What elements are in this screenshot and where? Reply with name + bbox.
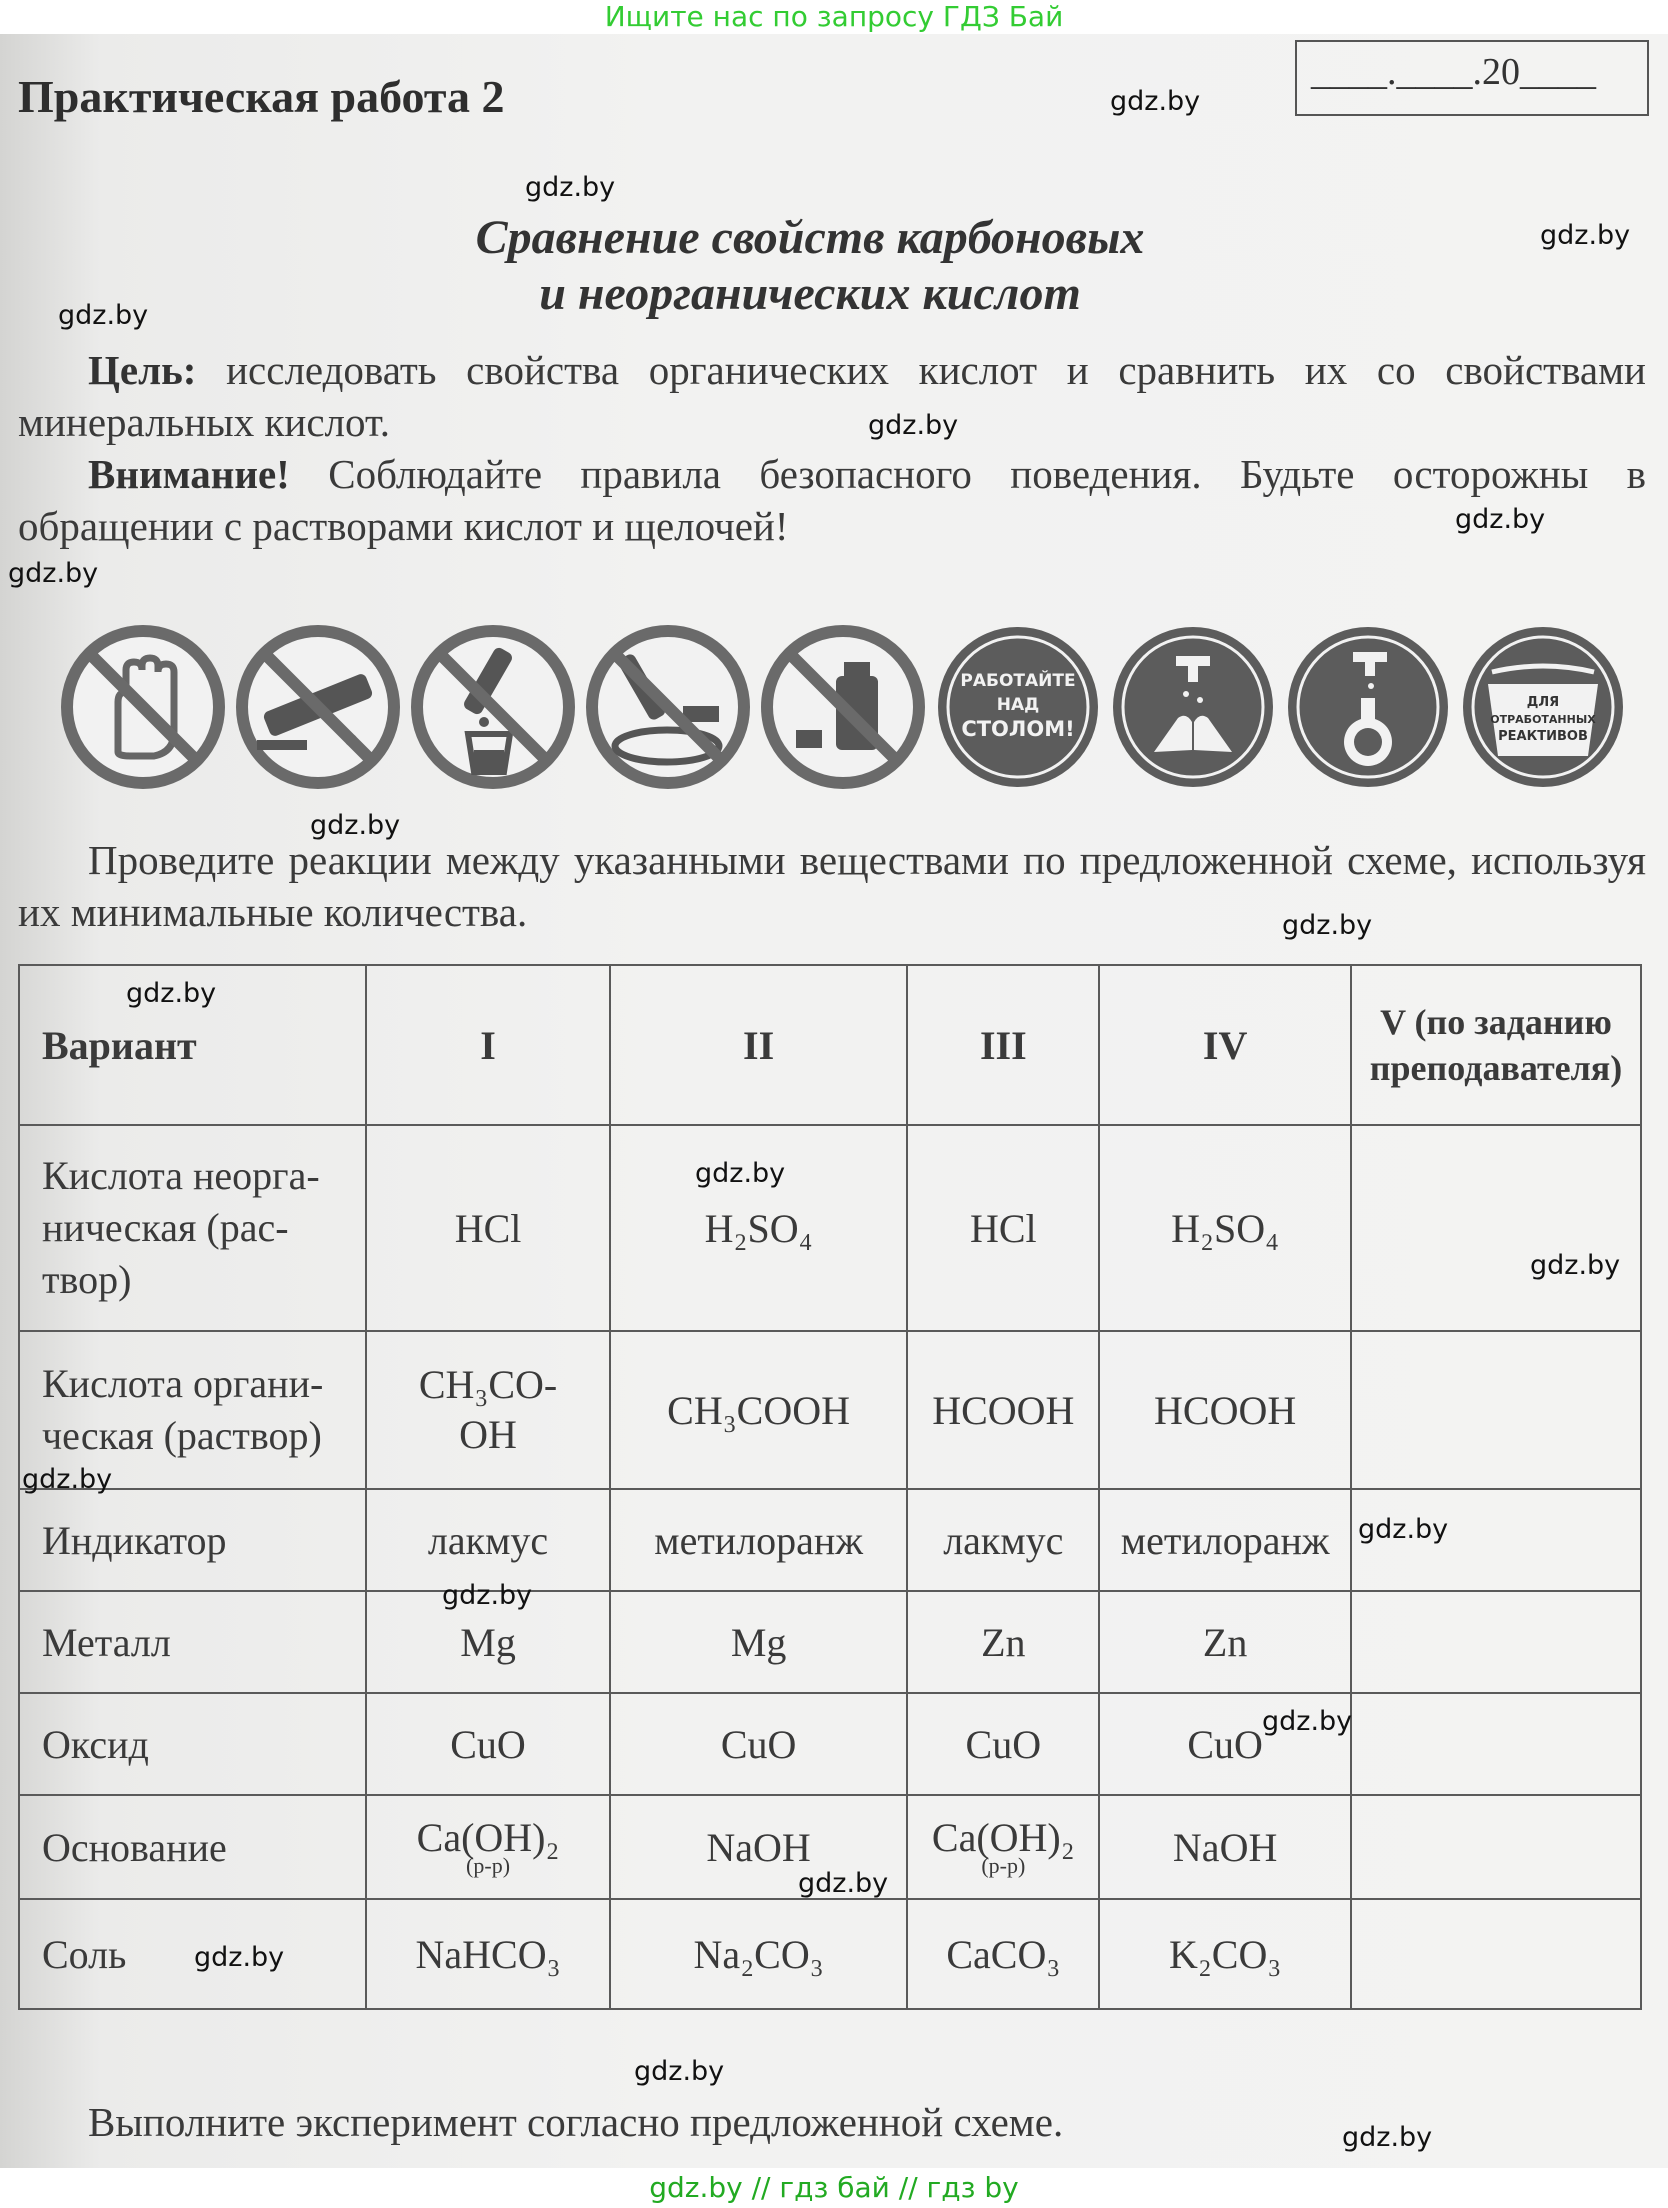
table-row — [19, 1331, 1641, 1489]
row-label-inorganic-acid — [19, 1125, 366, 1331]
inorganic-label-line-2: ническая (рас- — [42, 1205, 289, 1250]
header-variant-3: III — [907, 965, 1099, 1125]
cell: Mg — [366, 1591, 610, 1693]
row-label-metal: Металл — [19, 1591, 366, 1693]
used-reagents-sign — [1458, 622, 1628, 792]
watermark[interactable]: gdz.by — [1358, 1514, 1449, 1545]
cell — [907, 1795, 1099, 1899]
organic-label-line-2: ческая (раствор) — [42, 1413, 322, 1458]
safety-signs — [58, 622, 1618, 802]
cell-empty[interactable] — [1351, 1331, 1641, 1489]
watermark[interactable]: gdz.by — [798, 1868, 889, 1899]
sign2-text-line-2: ОТРАБОТАННЫХ — [1490, 713, 1596, 726]
row-label-indicator: Индикатор — [19, 1489, 366, 1591]
cell: HCOOH — [1099, 1331, 1351, 1489]
cell: HCl — [907, 1125, 1099, 1331]
cell: K₂CO₃ — [1099, 1899, 1351, 2009]
top-banner[interactable]: Ищите нас по запросу ГДЗ Бай — [0, 0, 1668, 34]
sign-text-line-2: НАД — [996, 695, 1040, 715]
base-v1-hint: (р-р) — [466, 1853, 511, 1878]
goal-text: исследовать свойства органических кислот и сравнить их со свойствами минеральных кислот. — [18, 347, 1646, 445]
watermark[interactable]: gdz.by — [22, 1464, 113, 1495]
cell: Zn — [1099, 1591, 1351, 1693]
cell — [366, 1795, 610, 1899]
header-variant-5 — [1351, 965, 1641, 1125]
header-variant-5-line-2: преподавателя) — [1369, 1048, 1623, 1088]
watermark[interactable]: gdz.by — [194, 1942, 285, 1973]
table-row — [19, 1591, 1641, 1693]
row-label-salt: Соль — [19, 1899, 366, 2009]
table-row — [19, 1693, 1641, 1795]
watermark[interactable]: gdz.by — [868, 410, 959, 441]
no-touch-hand-icon — [58, 622, 228, 792]
cell: Zn — [907, 1591, 1099, 1693]
organic-label-line-1: Кислота органи- — [42, 1361, 324, 1406]
subtitle-line-2: и неорганических кислот — [539, 267, 1081, 320]
no-unmarked-bottle-icon — [758, 622, 928, 792]
cell: CH₃COOH — [610, 1331, 908, 1489]
page-title: Практическая работа 2 — [18, 71, 505, 122]
cell-empty[interactable] — [1351, 1591, 1641, 1693]
cell: HCl — [366, 1125, 610, 1331]
cell: HCOOH — [907, 1331, 1099, 1489]
cell: метилоранж — [1099, 1489, 1351, 1591]
cell: NaOH — [610, 1795, 908, 1899]
inorganic-label-line-1: Кислота неорга- — [42, 1153, 320, 1198]
watermark[interactable]: gdz.by — [695, 1158, 786, 1189]
warning-text: Соблюдайте правила безопасного поведения. Будьте осторожны в обращении с растворами кислот и щелочей! — [18, 451, 1646, 549]
inorganic-label-line-3: твор) — [42, 1257, 132, 1302]
header-variant-1: I — [366, 965, 610, 1125]
table-row — [19, 1125, 1641, 1331]
watermark[interactable]: gdz.by — [525, 172, 616, 203]
date-template: ____.____.20____ — [1311, 51, 1596, 93]
watermark[interactable]: gdz.by — [126, 978, 217, 1009]
watermark[interactable]: gdz.by — [58, 300, 149, 331]
header-variant-4: IV — [1099, 965, 1351, 1125]
header-variant-5-line-1: V (по заданию — [1380, 1002, 1612, 1042]
organic-v1-line-2: OH — [459, 1412, 517, 1457]
watermark[interactable]: gdz.by — [442, 1580, 533, 1611]
cell-empty[interactable] — [1351, 1795, 1641, 1899]
sign-text-line-3: СТОЛОМ! — [961, 717, 1075, 741]
cell: H₂SO₄ — [1099, 1125, 1351, 1331]
watermark[interactable]: gdz.by — [8, 558, 99, 589]
cell: CuO — [1099, 1693, 1351, 1795]
watermark[interactable]: gdz.by — [1455, 504, 1546, 535]
cell: лакмус — [366, 1489, 610, 1591]
warning-paragraph — [18, 448, 1646, 552]
watermark[interactable]: gdz.by — [1540, 220, 1631, 251]
cell: метилоранж — [610, 1489, 908, 1591]
no-tasting-icon — [233, 622, 403, 792]
cell-empty[interactable] — [1351, 1125, 1641, 1331]
cell: CuO — [366, 1693, 610, 1795]
watermark[interactable]: gdz.by — [1110, 86, 1201, 117]
cell: NaHCO₃ — [366, 1899, 610, 2009]
base-v3-hint: (р-р) — [981, 1853, 1026, 1878]
cell: CuO — [610, 1693, 908, 1795]
reagents-table — [18, 964, 1642, 2010]
instruction-paragraph: Проведите реакции между указанными веществами по предложенной схеме, используя их минимальные количества. — [18, 837, 1646, 935]
date-field[interactable] — [1295, 40, 1649, 116]
no-pouring-icon — [408, 622, 578, 792]
watermark[interactable]: gdz.by — [1262, 1706, 1353, 1737]
watermark[interactable]: gdz.by — [1342, 2122, 1433, 2153]
goal-label: Цель: — [88, 347, 197, 393]
sign-text-line-1: РАБОТАЙТЕ — [960, 671, 1076, 691]
watermark[interactable]: gdz.by — [634, 2056, 725, 2087]
warning-label: Внимание! — [88, 451, 290, 497]
wash-flask-icon — [1283, 622, 1453, 792]
subtitle-line-1: Сравнение свойств карбоновых — [475, 211, 1145, 264]
watermark[interactable]: gdz.by — [310, 810, 401, 841]
organic-v1-line-1: CH₃CO- — [418, 1362, 558, 1407]
cell: Mg — [610, 1591, 908, 1693]
watermark[interactable]: gdz.by — [1530, 1250, 1621, 1281]
final-instruction: Выполните эксперимент согласно предложенной схеме. — [88, 2099, 1064, 2145]
watermark[interactable]: gdz.by — [1282, 910, 1373, 941]
row-label-base: Основание — [19, 1795, 366, 1899]
base-v1-formula: Ca(OH)₂ — [416, 1815, 560, 1860]
work-over-table-sign — [933, 622, 1103, 792]
row-label-oxide: Оксид — [19, 1693, 366, 1795]
header-variant: Вариант — [19, 965, 366, 1125]
cell — [366, 1331, 610, 1489]
cell: CuO — [907, 1693, 1099, 1795]
base-v3-formula: Ca(OH)₂ — [931, 1815, 1075, 1860]
cell: лакмус — [907, 1489, 1099, 1591]
sign2-text-line-1: ДЛЯ — [1526, 695, 1560, 710]
no-pouring-into-sink-icon — [583, 622, 753, 792]
header-variant-2: II — [610, 965, 908, 1125]
cell-empty[interactable] — [1351, 1899, 1641, 2009]
cell: NaOH — [1099, 1795, 1351, 1899]
goal-paragraph — [18, 344, 1646, 448]
cell: H₂SO₄ — [610, 1125, 908, 1331]
sign2-text-line-3: РЕАКТИВОВ — [1498, 729, 1588, 744]
cell: Na₂CO₃ — [610, 1899, 908, 2009]
cell: CaCO₃ — [907, 1899, 1099, 2009]
table-header-row — [19, 965, 1641, 1125]
bottom-banner[interactable]: gdz.by // гдз бай // гдз by — [0, 2168, 1668, 2208]
wash-hands-icon — [1108, 622, 1278, 792]
cell-empty[interactable] — [1351, 1693, 1641, 1795]
